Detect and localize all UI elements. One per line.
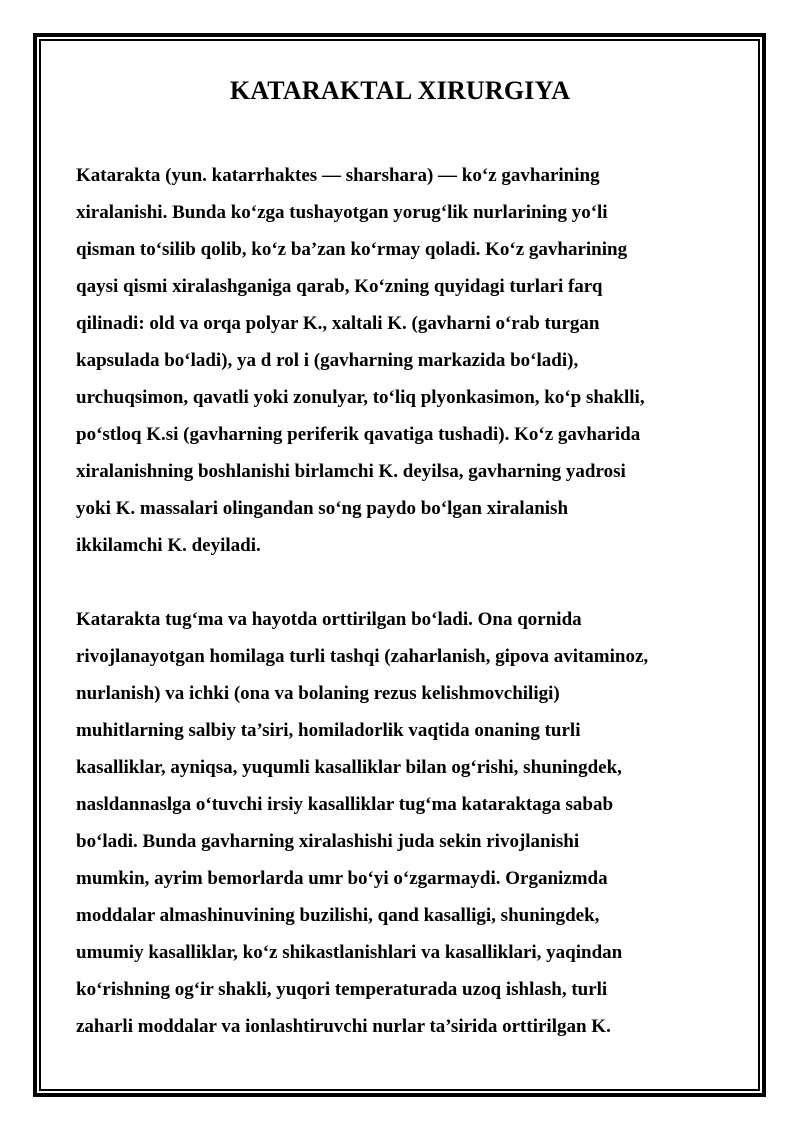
- text-line: nurlanish) va ichki (ona va bolaning rezus kelishmovchiligi): [76, 683, 560, 704]
- text-line: qaysi qismi xiralashganiga qarab, Ko‘zning quyidagi turlari farq: [76, 276, 603, 297]
- text-line: qilinadi: old va orqa polyar K., xaltali K. (gavharni o‘rab turgan: [76, 313, 600, 334]
- text-line: Katarakta (yun. katarrhaktes — sharshara) — ko‘z gavharining: [76, 165, 600, 186]
- text-line: nasldannaslga o‘tuvchi irsiy kasalliklar tug‘ma kataraktaga sabab: [76, 794, 614, 815]
- text-line: xiralanishning boshlanishi birlamchi K. deyilsa, gavharning yadrosi: [76, 461, 626, 482]
- text-line: yoki K. massalari olingandan so‘ng paydo bo‘lgan xiralanish: [76, 498, 569, 519]
- text-line: qisman to‘silib qolib, ko‘z ba’zan ko‘rmay qoladi. Ko‘z gavharining: [76, 239, 628, 260]
- text-line: ko‘rishning og‘ir shakli, yuqori temperaturada uzoq ishlash, turli: [76, 979, 608, 1000]
- text-line: moddalar almashinuvining buzilishi, qand kasalligi, shuningdek,: [76, 905, 600, 926]
- text-line: mumkin, ayrim bemorlarda umr bo‘yi o‘zgarmaydi. Organizmda: [76, 868, 608, 889]
- paragraph-1: [76, 157, 736, 564]
- text-line: umumiy kasalliklar, ko‘z shikastlanishlari va kasalliklari, yaqindan: [76, 942, 623, 963]
- paragraph-2: [76, 601, 736, 1045]
- text-line: bo‘ladi. Bunda gavharning xiralashishi juda sekin rivojlanishi: [76, 831, 580, 852]
- text-line: kapsulada bo‘ladi), ya d rol i (gavharning markazida bo‘ladi),: [76, 350, 579, 371]
- text-line: muhitlarning salbiy ta’siri, homiladorlik vaqtida onaning turli: [76, 720, 581, 741]
- text-line: kasalliklar, ayniqsa, yuqumli kasalliklar bilan og‘rishi, shuningdek,: [76, 757, 622, 778]
- text-line: rivojlanayotgan homilaga turli tashqi (zaharlanish, gipova avitaminoz,: [76, 646, 649, 667]
- text-line: ikkilamchi K. deyiladi.: [76, 535, 261, 556]
- text-line: zaharli moddalar va ionlashtiruvchi nurlar ta’sirida orttirilgan K.: [76, 1016, 611, 1037]
- text-line: xiralanishi. Bunda ko‘zga tushayotgan yorug‘lik nurlarining yo‘li: [76, 202, 608, 223]
- text-line: po‘stloq K.si (gavharning periferik qavatiga tushadi). Ko‘z gavharida: [76, 424, 641, 445]
- text-line: Katarakta tug‘ma va hayotda orttirilgan bo‘ladi. Ona qornida: [76, 609, 582, 630]
- text-line: urchuqsimon, qavatli yoki zonulyar, to‘liq plyonkasimon, ko‘p shaklli,: [76, 387, 645, 408]
- document-title: KATARAKTAL XIRURGIYA: [229, 76, 571, 105]
